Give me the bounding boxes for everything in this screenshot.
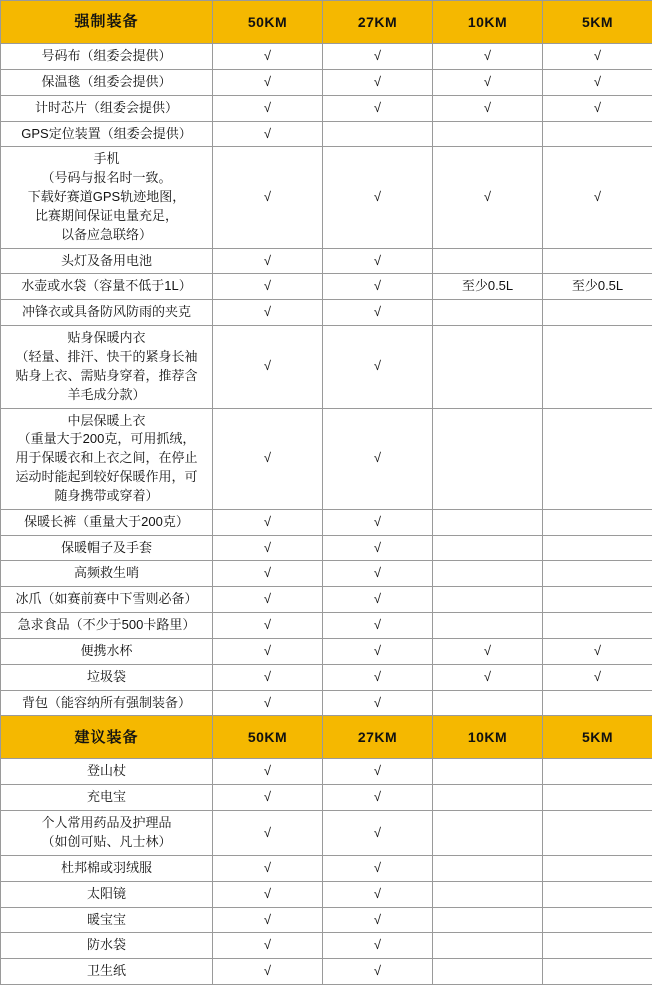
equipment-item-label: 贴身保暖内衣 （轻量、排汗、快干的紧身长袖 贴身上衣、需贴身穿着，推荐含 羊毛成分款） — [1, 326, 213, 408]
requirement-check: √ — [213, 959, 323, 985]
requirement-check: √ — [213, 785, 323, 811]
requirement-empty — [433, 300, 543, 326]
table-row — [1, 664, 652, 690]
equipment-item-label: 杜邦棉或羽绒服 — [1, 855, 213, 881]
requirement-check: √ — [543, 69, 652, 95]
requirement-check: √ — [213, 638, 323, 664]
table-row — [1, 326, 652, 408]
requirement-check: √ — [433, 147, 543, 248]
requirement-empty — [433, 408, 543, 509]
equipment-item-label: 号码布（组委会提供） — [1, 44, 213, 70]
requirement-empty — [543, 587, 652, 613]
distance-column-header: 10KM — [433, 1, 543, 44]
requirement-empty — [543, 121, 652, 147]
requirement-empty — [433, 326, 543, 408]
requirement-empty — [433, 907, 543, 933]
requirement-check: √ — [323, 759, 433, 785]
requirement-empty — [543, 785, 652, 811]
requirement-check: √ — [323, 881, 433, 907]
table-row — [1, 300, 652, 326]
requirement-check: √ — [323, 561, 433, 587]
table-row — [1, 509, 652, 535]
table-row — [1, 881, 652, 907]
distance-column-header: 27KM — [323, 716, 433, 759]
requirement-check: √ — [213, 326, 323, 408]
table-row — [1, 690, 652, 716]
requirement-empty — [433, 785, 543, 811]
requirement-empty — [543, 613, 652, 639]
equipment-item-label: 登山杖 — [1, 759, 213, 785]
requirement-empty — [433, 855, 543, 881]
requirement-note: 至少0.5L — [543, 274, 652, 300]
equipment-item-label: 防水袋 — [1, 933, 213, 959]
distance-column-header: 10KM — [433, 716, 543, 759]
table-row — [1, 587, 652, 613]
requirement-check: √ — [213, 147, 323, 248]
table-row — [1, 248, 652, 274]
table-row — [1, 274, 652, 300]
requirement-empty — [543, 759, 652, 785]
requirement-check: √ — [543, 638, 652, 664]
table-row — [1, 959, 652, 985]
equipment-item-label: 背包（能容纳所有强制装备） — [1, 690, 213, 716]
requirement-empty — [543, 248, 652, 274]
requirement-empty — [433, 248, 543, 274]
table-row — [1, 811, 652, 856]
equipment-item-label: 便携水杯 — [1, 638, 213, 664]
requirement-empty — [433, 561, 543, 587]
requirement-check: √ — [213, 759, 323, 785]
table-row — [1, 638, 652, 664]
equipment-item-label: 垃圾袋 — [1, 664, 213, 690]
requirement-check: √ — [323, 408, 433, 509]
requirement-check: √ — [213, 561, 323, 587]
table-row — [1, 907, 652, 933]
requirement-empty — [433, 587, 543, 613]
requirement-check: √ — [433, 638, 543, 664]
equipment-item-label: 水壶或水袋（容量不低于1L） — [1, 274, 213, 300]
distance-column-header: 5KM — [543, 1, 652, 44]
equipment-item-label: 中层保暖上衣 （重量大于200克，可用抓绒， 用于保暖衣和上衣之间，在停止 运动时能起到较好保暖作用，可 随身携带或穿着） — [1, 408, 213, 509]
requirement-check: √ — [433, 664, 543, 690]
requirement-empty — [433, 121, 543, 147]
equipment-table-body — [1, 1, 652, 985]
requirement-check: √ — [323, 811, 433, 856]
section-title: 建议装备 — [1, 716, 213, 759]
table-row — [1, 561, 652, 587]
requirement-empty — [543, 509, 652, 535]
requirement-check: √ — [213, 535, 323, 561]
requirement-check: √ — [213, 907, 323, 933]
distance-column-header: 50KM — [213, 1, 323, 44]
requirement-check: √ — [543, 664, 652, 690]
requirement-empty — [543, 300, 652, 326]
table-row — [1, 408, 652, 509]
requirement-check: √ — [323, 509, 433, 535]
requirement-empty — [433, 509, 543, 535]
requirement-empty — [433, 933, 543, 959]
distance-column-header: 50KM — [213, 716, 323, 759]
requirement-check: √ — [323, 274, 433, 300]
requirement-check: √ — [213, 121, 323, 147]
requirement-empty — [433, 535, 543, 561]
equipment-item-label: 保暖帽子及手套 — [1, 535, 213, 561]
requirement-empty — [543, 855, 652, 881]
equipment-item-label: 太阳镜 — [1, 881, 213, 907]
equipment-item-label: 头灯及备用电池 — [1, 248, 213, 274]
section-header-row — [1, 716, 652, 759]
requirement-check: √ — [323, 613, 433, 639]
requirement-check: √ — [213, 613, 323, 639]
requirement-check: √ — [323, 44, 433, 70]
equipment-item-label: 卫生纸 — [1, 959, 213, 985]
requirement-empty — [543, 535, 652, 561]
requirement-check: √ — [323, 638, 433, 664]
equipment-item-label: 冲锋衣或具备防风防雨的夹克 — [1, 300, 213, 326]
requirement-empty — [543, 881, 652, 907]
requirement-check: √ — [213, 664, 323, 690]
requirement-check: √ — [213, 248, 323, 274]
equipment-item-label: 计时芯片（组委会提供） — [1, 95, 213, 121]
equipment-item-label: 个人常用药品及护理品 （如创可贴、凡士林） — [1, 811, 213, 856]
requirement-empty — [543, 959, 652, 985]
requirement-check: √ — [213, 690, 323, 716]
requirement-check: √ — [213, 69, 323, 95]
requirement-check: √ — [213, 881, 323, 907]
table-row — [1, 44, 652, 70]
requirement-check: √ — [543, 95, 652, 121]
distance-column-header: 5KM — [543, 716, 652, 759]
requirement-empty — [543, 811, 652, 856]
requirement-check: √ — [323, 326, 433, 408]
requirement-check: √ — [213, 274, 323, 300]
requirement-empty — [433, 613, 543, 639]
equipment-item-label: 急求食品（不少于500卡路里） — [1, 613, 213, 639]
table-row — [1, 69, 652, 95]
requirement-note: 至少0.5L — [433, 274, 543, 300]
requirement-check: √ — [323, 933, 433, 959]
equipment-item-label: 充电宝 — [1, 785, 213, 811]
requirement-empty — [543, 561, 652, 587]
requirement-check: √ — [433, 95, 543, 121]
requirement-check: √ — [323, 95, 433, 121]
requirement-empty — [433, 881, 543, 907]
requirement-empty — [433, 959, 543, 985]
table-row — [1, 121, 652, 147]
requirement-check: √ — [213, 811, 323, 856]
distance-column-header: 27KM — [323, 1, 433, 44]
requirement-empty — [433, 690, 543, 716]
requirement-check: √ — [323, 664, 433, 690]
requirement-check: √ — [323, 907, 433, 933]
requirement-check: √ — [323, 300, 433, 326]
requirement-check: √ — [323, 785, 433, 811]
requirement-check: √ — [213, 587, 323, 613]
requirement-check: √ — [433, 44, 543, 70]
requirement-check: √ — [213, 44, 323, 70]
table-row — [1, 95, 652, 121]
table-row — [1, 613, 652, 639]
requirement-check: √ — [323, 248, 433, 274]
requirement-check: √ — [433, 69, 543, 95]
requirement-check: √ — [213, 933, 323, 959]
table-row — [1, 785, 652, 811]
table-row — [1, 147, 652, 248]
equipment-item-label: 手机 （号码与报名时一致。 下载好赛道GPS轨迹地图， 比赛期间保证电量充足， 以备应急联络） — [1, 147, 213, 248]
equipment-item-label: 保温毯（组委会提供） — [1, 69, 213, 95]
table-row — [1, 855, 652, 881]
requirement-check: √ — [213, 95, 323, 121]
requirement-check: √ — [323, 147, 433, 248]
requirement-check: √ — [213, 509, 323, 535]
requirement-empty — [543, 907, 652, 933]
requirement-empty — [433, 811, 543, 856]
requirement-empty — [323, 121, 433, 147]
requirement-empty — [543, 326, 652, 408]
table-row — [1, 759, 652, 785]
table-row — [1, 933, 652, 959]
requirement-empty — [433, 759, 543, 785]
requirement-check: √ — [323, 690, 433, 716]
equipment-item-label: 保暖长裤（重量大于200克） — [1, 509, 213, 535]
requirement-check: √ — [323, 535, 433, 561]
section-title: 强制装备 — [1, 1, 213, 44]
table-row — [1, 535, 652, 561]
requirement-empty — [543, 690, 652, 716]
equipment-item-label: 暖宝宝 — [1, 907, 213, 933]
requirement-empty — [543, 933, 652, 959]
requirement-empty — [543, 408, 652, 509]
equipment-item-label: 冰爪（如赛前赛中下雪则必备） — [1, 587, 213, 613]
equipment-item-label: 高频救生哨 — [1, 561, 213, 587]
requirement-check: √ — [543, 44, 652, 70]
section-header-row — [1, 1, 652, 44]
requirement-check: √ — [323, 587, 433, 613]
requirement-check: √ — [213, 855, 323, 881]
equipment-item-label: GPS定位装置（组委会提供） — [1, 121, 213, 147]
requirement-check: √ — [323, 69, 433, 95]
requirement-check: √ — [323, 855, 433, 881]
requirement-check: √ — [213, 300, 323, 326]
requirement-check: √ — [323, 959, 433, 985]
requirement-check: √ — [213, 408, 323, 509]
requirement-check: √ — [543, 147, 652, 248]
